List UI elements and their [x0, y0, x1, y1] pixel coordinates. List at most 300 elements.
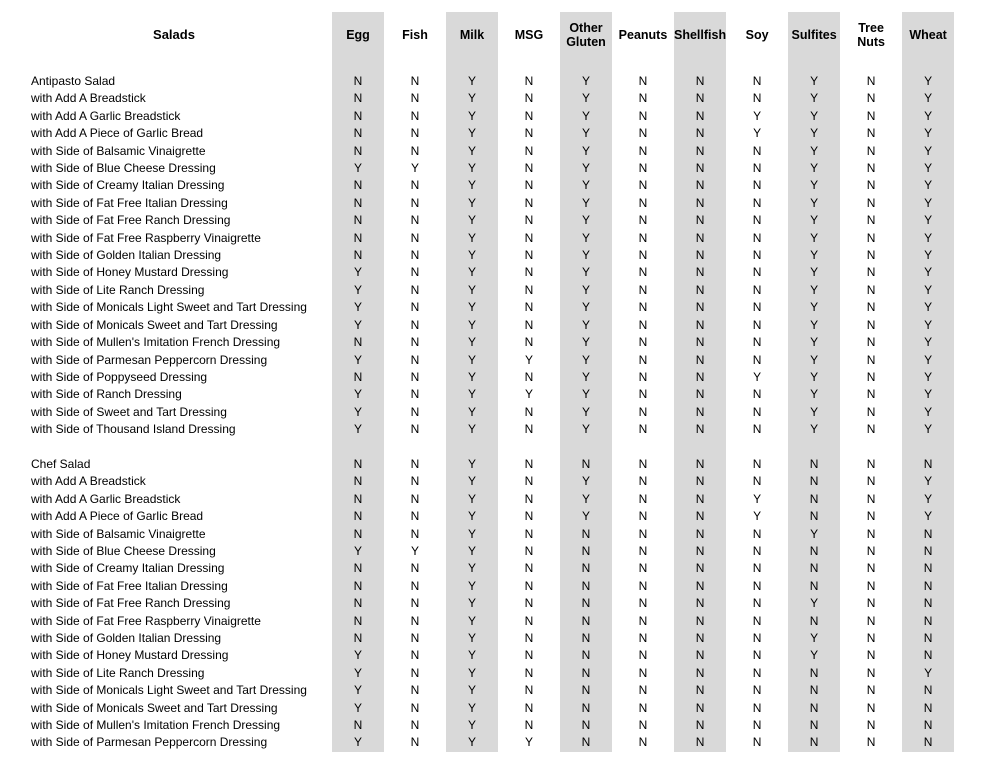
item-name: with Side of Mullen's Imitation French Dressing — [31, 335, 281, 350]
allergen-value-other-gluten: Y — [560, 247, 612, 264]
allergen-value-wheat: N — [902, 734, 954, 751]
table-row — [21, 334, 954, 351]
allergen-value-other-gluten: Y — [560, 404, 612, 421]
allergen-value-egg: N — [332, 630, 384, 647]
allergen-value-msg: N — [524, 126, 534, 141]
allergen-value-egg: N — [332, 613, 384, 630]
allergen-value-tree-nuts: N — [866, 474, 876, 489]
empty-cell — [503, 58, 555, 73]
allergen-value-fish: N — [410, 143, 420, 158]
table-row — [21, 595, 954, 612]
allergen-value-egg: Y — [332, 421, 384, 438]
allergen-value-sulfites: Y — [788, 526, 840, 543]
allergen-value-sulfites: Y — [788, 630, 840, 647]
allergen-value-tree-nuts: N — [866, 422, 876, 437]
allergen-value-fish: N — [410, 91, 420, 106]
column-header-fish: Fish — [402, 28, 428, 42]
allergen-value-wheat: N — [902, 526, 954, 543]
allergen-value-shellfish: N — [674, 473, 726, 490]
allergen-value-peanuts: N — [638, 91, 648, 106]
allergen-value-soy: N — [752, 352, 762, 367]
allergen-value-shellfish: N — [674, 369, 726, 386]
allergen-value-sulfites: N — [788, 473, 840, 490]
item-name: with Side of Balsamic Vinaigrette — [31, 526, 206, 541]
allergen-value-peanuts: N — [638, 230, 648, 245]
allergen-value-other-gluten: Y — [560, 90, 612, 107]
allergen-value-sulfites: N — [788, 734, 840, 751]
allergen-value-egg: Y — [332, 700, 384, 717]
allergen-value-other-gluten: Y — [560, 282, 612, 299]
allergen-value-peanuts: N — [638, 248, 648, 263]
table-row — [21, 456, 954, 473]
allergen-value-milk: Y — [446, 647, 498, 664]
allergen-value-soy: N — [752, 665, 762, 680]
table-row — [21, 734, 954, 751]
allergen-value-msg: N — [524, 161, 534, 176]
allergen-value-sulfites: N — [788, 456, 840, 473]
allergen-value-sulfites: Y — [788, 421, 840, 438]
empty-cell — [902, 439, 954, 456]
allergen-value-wheat: N — [902, 578, 954, 595]
empty-cell — [332, 439, 384, 456]
allergen-value-wheat: N — [902, 682, 954, 699]
allergen-value-shellfish: N — [674, 560, 726, 577]
allergen-value-msg: N — [524, 143, 534, 158]
allergen-value-milk: Y — [446, 560, 498, 577]
allergen-value-peanuts: N — [638, 474, 648, 489]
empty-cell — [845, 58, 897, 73]
allergen-value-egg: Y — [332, 682, 384, 699]
allergen-value-fish: N — [410, 404, 420, 419]
allergen-value-msg: N — [524, 335, 534, 350]
empty-cell — [560, 58, 612, 73]
allergen-value-msg: N — [524, 561, 534, 576]
allergen-value-tree-nuts: N — [866, 178, 876, 193]
allergen-value-other-gluten: Y — [560, 108, 612, 125]
allergen-value-other-gluten: N — [560, 717, 612, 734]
table-row — [21, 73, 954, 90]
empty-cell — [731, 439, 783, 456]
allergen-value-tree-nuts: N — [866, 369, 876, 384]
allergen-value-sulfites: Y — [788, 299, 840, 316]
allergen-value-milk: Y — [446, 665, 498, 682]
allergen-value-soy: N — [752, 161, 762, 176]
allergen-value-soy: N — [752, 578, 762, 593]
allergen-value-sulfites: Y — [788, 352, 840, 369]
allergen-value-soy: N — [752, 630, 762, 645]
allergen-value-tree-nuts: N — [866, 683, 876, 698]
allergen-value-shellfish: N — [674, 177, 726, 194]
empty-cell — [617, 58, 669, 73]
allergen-value-other-gluten: Y — [560, 369, 612, 386]
allergen-value-wheat: Y — [902, 282, 954, 299]
allergen-value-soy: N — [752, 561, 762, 576]
allergen-value-soy: N — [752, 230, 762, 245]
allergen-value-egg: N — [332, 177, 384, 194]
column-header-egg: Egg — [332, 12, 384, 58]
allergen-value-other-gluten: Y — [560, 212, 612, 229]
allergen-value-sulfites: Y — [788, 264, 840, 281]
allergen-value-msg: N — [524, 300, 534, 315]
allergen-value-milk: Y — [446, 369, 498, 386]
item-name: with Add A Garlic Breadstick — [31, 108, 181, 123]
allergen-value-sulfites: N — [788, 717, 840, 734]
allergen-value-egg: N — [332, 143, 384, 160]
allergen-value-msg: N — [524, 718, 534, 733]
allergen-value-wheat: N — [902, 717, 954, 734]
allergen-value-tree-nuts: N — [866, 543, 876, 558]
allergen-value-tree-nuts: N — [866, 213, 876, 228]
allergen-value-wheat: Y — [902, 177, 954, 194]
allergen-value-wheat: Y — [902, 90, 954, 107]
allergen-value-sulfites: N — [788, 665, 840, 682]
allergen-value-shellfish: N — [674, 108, 726, 125]
table-row — [21, 647, 954, 664]
allergen-value-shellfish: N — [674, 717, 726, 734]
allergen-value-egg: Y — [332, 647, 384, 664]
item-name: with Side of Fat Free Ranch Dressing — [31, 596, 231, 611]
allergen-value-fish: Y — [410, 543, 419, 558]
allergen-value-shellfish: N — [674, 230, 726, 247]
allergen-value-wheat: Y — [902, 195, 954, 212]
item-name: with Add A Breadstick — [31, 91, 146, 106]
allergen-value-other-gluten: N — [560, 560, 612, 577]
item-name: with Side of Creamy Italian Dressing — [31, 178, 225, 193]
table-row — [21, 369, 954, 386]
allergen-value-wheat: Y — [902, 160, 954, 177]
empty-cell — [389, 58, 441, 73]
allergen-value-fish: N — [410, 491, 420, 506]
allergen-value-egg: Y — [332, 543, 384, 560]
item-name: with Side of Monicals Light Sweet and Tart Dressing — [31, 300, 307, 315]
item-name: with Side of Thousand Island Dressing — [31, 422, 236, 437]
allergen-value-wheat: N — [902, 630, 954, 647]
table-row — [21, 160, 954, 177]
allergen-value-peanuts: N — [638, 126, 648, 141]
allergen-value-egg: N — [332, 473, 384, 490]
allergen-value-other-gluten: Y — [560, 491, 612, 508]
section-separator-row — [21, 439, 954, 456]
item-name: with Add A Garlic Breadstick — [31, 491, 181, 506]
allergen-value-fish: N — [410, 456, 420, 471]
allergen-value-milk: Y — [446, 491, 498, 508]
allergen-value-msg: N — [524, 108, 534, 123]
allergen-value-shellfish: N — [674, 665, 726, 682]
column-header-soy: Soy — [745, 28, 769, 42]
allergen-value-tree-nuts: N — [866, 596, 876, 611]
allergen-value-milk: Y — [446, 404, 498, 421]
item-name: with Side of Sweet and Tart Dressing — [31, 404, 227, 419]
allergen-value-sulfites: Y — [788, 386, 840, 403]
allergen-value-wheat: Y — [902, 386, 954, 403]
allergen-value-peanuts: N — [638, 491, 648, 506]
allergen-value-sulfites: N — [788, 613, 840, 630]
allergen-value-fish: N — [410, 265, 420, 280]
item-name: with Side of Lite Ranch Dressing — [31, 282, 205, 297]
allergen-value-tree-nuts: N — [866, 161, 876, 176]
allergen-value-milk: Y — [446, 526, 498, 543]
item-name: with Side of Blue Cheese Dressing — [31, 161, 216, 176]
item-name: with Side of Monicals Sweet and Tart Dressing — [31, 700, 278, 715]
item-name: with Side of Monicals Light Sweet and Tart Dressing — [31, 683, 307, 698]
allergen-value-fish: N — [410, 526, 420, 541]
allergen-value-shellfish: N — [674, 404, 726, 421]
allergen-value-soy: N — [752, 317, 762, 332]
allergen-value-sulfites: N — [788, 508, 840, 525]
column-header-milk: Milk — [446, 12, 498, 58]
allergen-value-other-gluten: Y — [560, 508, 612, 525]
allergen-value-wheat: N — [902, 700, 954, 717]
allergen-value-soy: N — [752, 474, 762, 489]
allergen-value-other-gluten: Y — [560, 160, 612, 177]
table-row — [21, 508, 954, 525]
allergen-value-soy: N — [752, 404, 762, 419]
allergen-value-peanuts: N — [638, 561, 648, 576]
allergen-value-shellfish: N — [674, 334, 726, 351]
allergen-value-msg: N — [524, 509, 534, 524]
allergen-value-milk: Y — [446, 125, 498, 142]
allergen-value-other-gluten: Y — [560, 317, 612, 334]
allergen-value-soy: N — [752, 248, 762, 263]
allergen-value-msg: N — [524, 213, 534, 228]
allergen-value-other-gluten: N — [560, 647, 612, 664]
allergen-value-fish: N — [410, 630, 420, 645]
allergen-value-milk: Y — [446, 595, 498, 612]
allergen-value-fish: N — [410, 300, 420, 315]
allergen-value-tree-nuts: N — [866, 630, 876, 645]
header-spacer-row — [21, 58, 954, 73]
allergen-value-sulfites: Y — [788, 143, 840, 160]
allergen-value-msg: N — [524, 230, 534, 245]
allergen-value-wheat: N — [902, 543, 954, 560]
allergen-value-peanuts: N — [638, 335, 648, 350]
allergen-value-soy: N — [752, 683, 762, 698]
allergen-value-fish: N — [410, 665, 420, 680]
allergen-value-other-gluten: N — [560, 456, 612, 473]
item-name: with Side of Fat Free Italian Dressing — [31, 578, 228, 593]
allergen-value-egg: N — [332, 334, 384, 351]
allergen-value-milk: Y — [446, 230, 498, 247]
table-row — [21, 665, 954, 682]
allergen-value-milk: Y — [446, 177, 498, 194]
allergen-value-fish: N — [410, 596, 420, 611]
allergen-value-egg: N — [332, 90, 384, 107]
allergen-value-other-gluten: N — [560, 630, 612, 647]
empty-cell — [788, 58, 840, 73]
allergen-value-milk: Y — [446, 682, 498, 699]
allergen-value-peanuts: N — [638, 74, 648, 88]
allergen-value-soy: N — [752, 213, 762, 228]
allergen-value-other-gluten: Y — [560, 143, 612, 160]
allergen-value-shellfish: N — [674, 282, 726, 299]
allergen-value-other-gluten: N — [560, 526, 612, 543]
allergen-value-wheat: N — [902, 456, 954, 473]
allergen-value-milk: Y — [446, 386, 498, 403]
allergen-value-wheat: Y — [902, 404, 954, 421]
allergen-value-other-gluten: Y — [560, 195, 612, 212]
allergen-value-other-gluten: Y — [560, 299, 612, 316]
table-row — [21, 526, 954, 543]
allergen-value-sulfites: N — [788, 491, 840, 508]
table-row — [21, 247, 954, 264]
allergen-value-shellfish: N — [674, 386, 726, 403]
allergen-value-fish: N — [410, 213, 420, 228]
allergen-value-soy: Y — [753, 126, 762, 141]
allergen-value-milk: Y — [446, 352, 498, 369]
item-name: with Side of Ranch Dressing — [31, 387, 182, 402]
allergen-value-fish: N — [410, 317, 420, 332]
allergen-value-msg: N — [524, 91, 534, 106]
allergen-value-wheat: Y — [902, 143, 954, 160]
allergen-value-milk: Y — [446, 508, 498, 525]
allergen-value-soy: N — [752, 282, 762, 297]
allergen-value-other-gluten: N — [560, 613, 612, 630]
table-row — [21, 90, 954, 107]
allergen-value-wheat: Y — [902, 247, 954, 264]
allergen-value-fish: Y — [410, 161, 419, 176]
allergen-value-milk: Y — [446, 160, 498, 177]
allergen-value-fish: N — [410, 108, 420, 123]
allergen-value-egg: N — [332, 595, 384, 612]
allergen-value-msg: N — [524, 404, 534, 419]
item-name: with Side of Fat Free Ranch Dressing — [31, 213, 231, 228]
allergen-value-msg: N — [524, 265, 534, 280]
allergen-value-sulfites: N — [788, 700, 840, 717]
allergen-value-shellfish: N — [674, 595, 726, 612]
allergen-value-sulfites: Y — [788, 369, 840, 386]
table-row — [21, 177, 954, 194]
item-name: with Side of Lite Ranch Dressing — [31, 665, 205, 680]
item-name: with Side of Creamy Italian Dressing — [31, 561, 225, 576]
allergen-value-msg: N — [524, 491, 534, 506]
allergen-value-other-gluten: N — [560, 665, 612, 682]
allergen-value-egg: Y — [332, 299, 384, 316]
empty-cell — [674, 58, 726, 73]
item-name: with Side of Honey Mustard Dressing — [31, 265, 229, 280]
allergen-value-milk: Y — [446, 264, 498, 281]
allergen-value-fish: N — [410, 74, 420, 88]
column-header-other-gluten: Other Gluten — [560, 12, 612, 58]
allergen-value-fish: N — [410, 613, 420, 628]
empty-cell — [788, 439, 840, 456]
allergen-value-shellfish: N — [674, 73, 726, 90]
allergen-value-shellfish: N — [674, 456, 726, 473]
table-row — [21, 212, 954, 229]
allergen-value-milk: Y — [446, 700, 498, 717]
allergen-value-msg: N — [524, 543, 534, 558]
allergen-value-other-gluten: Y — [560, 386, 612, 403]
allergen-value-sulfites: Y — [788, 108, 840, 125]
allergen-value-fish: N — [410, 509, 420, 524]
allergen-value-msg: N — [524, 700, 534, 715]
allergen-value-msg: N — [524, 74, 534, 88]
item-name: with Add A Piece of Garlic Bread — [31, 126, 204, 141]
allergen-value-tree-nuts: N — [866, 108, 876, 123]
allergen-value-sulfites: Y — [788, 212, 840, 229]
header-row — [21, 12, 954, 58]
table-row — [21, 264, 954, 281]
allergen-value-tree-nuts: N — [866, 195, 876, 210]
allergen-value-shellfish: N — [674, 317, 726, 334]
table-row — [21, 404, 954, 421]
allergen-value-msg: N — [524, 195, 534, 210]
item-name: with Side of Fat Free Raspberry Vinaigrette — [31, 613, 261, 628]
allergen-value-egg: Y — [332, 317, 384, 334]
empty-cell — [902, 58, 954, 73]
allergen-value-msg: N — [524, 456, 534, 471]
empty-cell — [503, 439, 555, 456]
empty-cell — [560, 439, 612, 456]
table-row — [21, 230, 954, 247]
allergen-value-tree-nuts: N — [866, 317, 876, 332]
allergen-value-fish: N — [410, 248, 420, 263]
allergen-value-fish: N — [410, 230, 420, 245]
allergen-value-shellfish: N — [674, 613, 726, 630]
empty-cell — [332, 58, 384, 73]
allergen-value-shellfish: N — [674, 578, 726, 595]
allergen-value-milk: Y — [446, 334, 498, 351]
allergen-value-fish: N — [410, 352, 420, 367]
allergen-value-soy: N — [752, 387, 762, 402]
allergen-value-tree-nuts: N — [866, 735, 876, 750]
allergen-value-tree-nuts: N — [866, 718, 876, 733]
allergen-value-fish: N — [410, 648, 420, 663]
table-row — [21, 386, 954, 403]
allergen-value-tree-nuts: N — [866, 648, 876, 663]
allergen-value-peanuts: N — [638, 143, 648, 158]
allergen-value-peanuts: N — [638, 509, 648, 524]
allergen-value-msg: Y — [524, 387, 533, 402]
allergen-value-shellfish: N — [674, 647, 726, 664]
allergen-value-other-gluten: N — [560, 578, 612, 595]
allergen-value-soy: N — [752, 178, 762, 193]
allergen-value-milk: Y — [446, 212, 498, 229]
allergen-value-tree-nuts: N — [866, 665, 876, 680]
empty-cell — [21, 439, 327, 456]
allergen-value-tree-nuts: N — [866, 387, 876, 402]
allergen-value-peanuts: N — [638, 387, 648, 402]
allergen-value-sulfites: Y — [788, 90, 840, 107]
item-name: Antipasto Salad — [31, 74, 116, 88]
allergen-value-fish: N — [410, 578, 420, 593]
table-row — [21, 560, 954, 577]
allergen-value-egg: N — [332, 508, 384, 525]
allergen-value-tree-nuts: N — [866, 300, 876, 315]
allergen-value-shellfish: N — [674, 491, 726, 508]
item-name: with Side of Fat Free Italian Dressing — [31, 195, 228, 210]
allergen-value-msg: N — [524, 578, 534, 593]
allergen-value-tree-nuts: N — [866, 700, 876, 715]
item-name: with Side of Poppyseed Dressing — [31, 369, 208, 384]
allergen-value-other-gluten: N — [560, 682, 612, 699]
empty-cell — [845, 439, 897, 456]
allergen-value-shellfish: N — [674, 352, 726, 369]
allergen-value-shellfish: N — [674, 125, 726, 142]
table-row — [21, 717, 954, 734]
allergen-value-peanuts: N — [638, 735, 648, 750]
allergen-value-msg: N — [524, 665, 534, 680]
item-name: with Side of Monicals Sweet and Tart Dressing — [31, 317, 278, 332]
allergen-value-milk: Y — [446, 473, 498, 490]
allergen-value-milk: Y — [446, 108, 498, 125]
empty-cell — [389, 439, 441, 456]
allergen-value-msg: N — [524, 248, 534, 263]
table-row — [21, 578, 954, 595]
allergen-value-fish: N — [410, 178, 420, 193]
allergen-value-wheat: Y — [902, 230, 954, 247]
allergen-value-milk: Y — [446, 734, 498, 751]
allergen-value-soy: N — [752, 718, 762, 733]
